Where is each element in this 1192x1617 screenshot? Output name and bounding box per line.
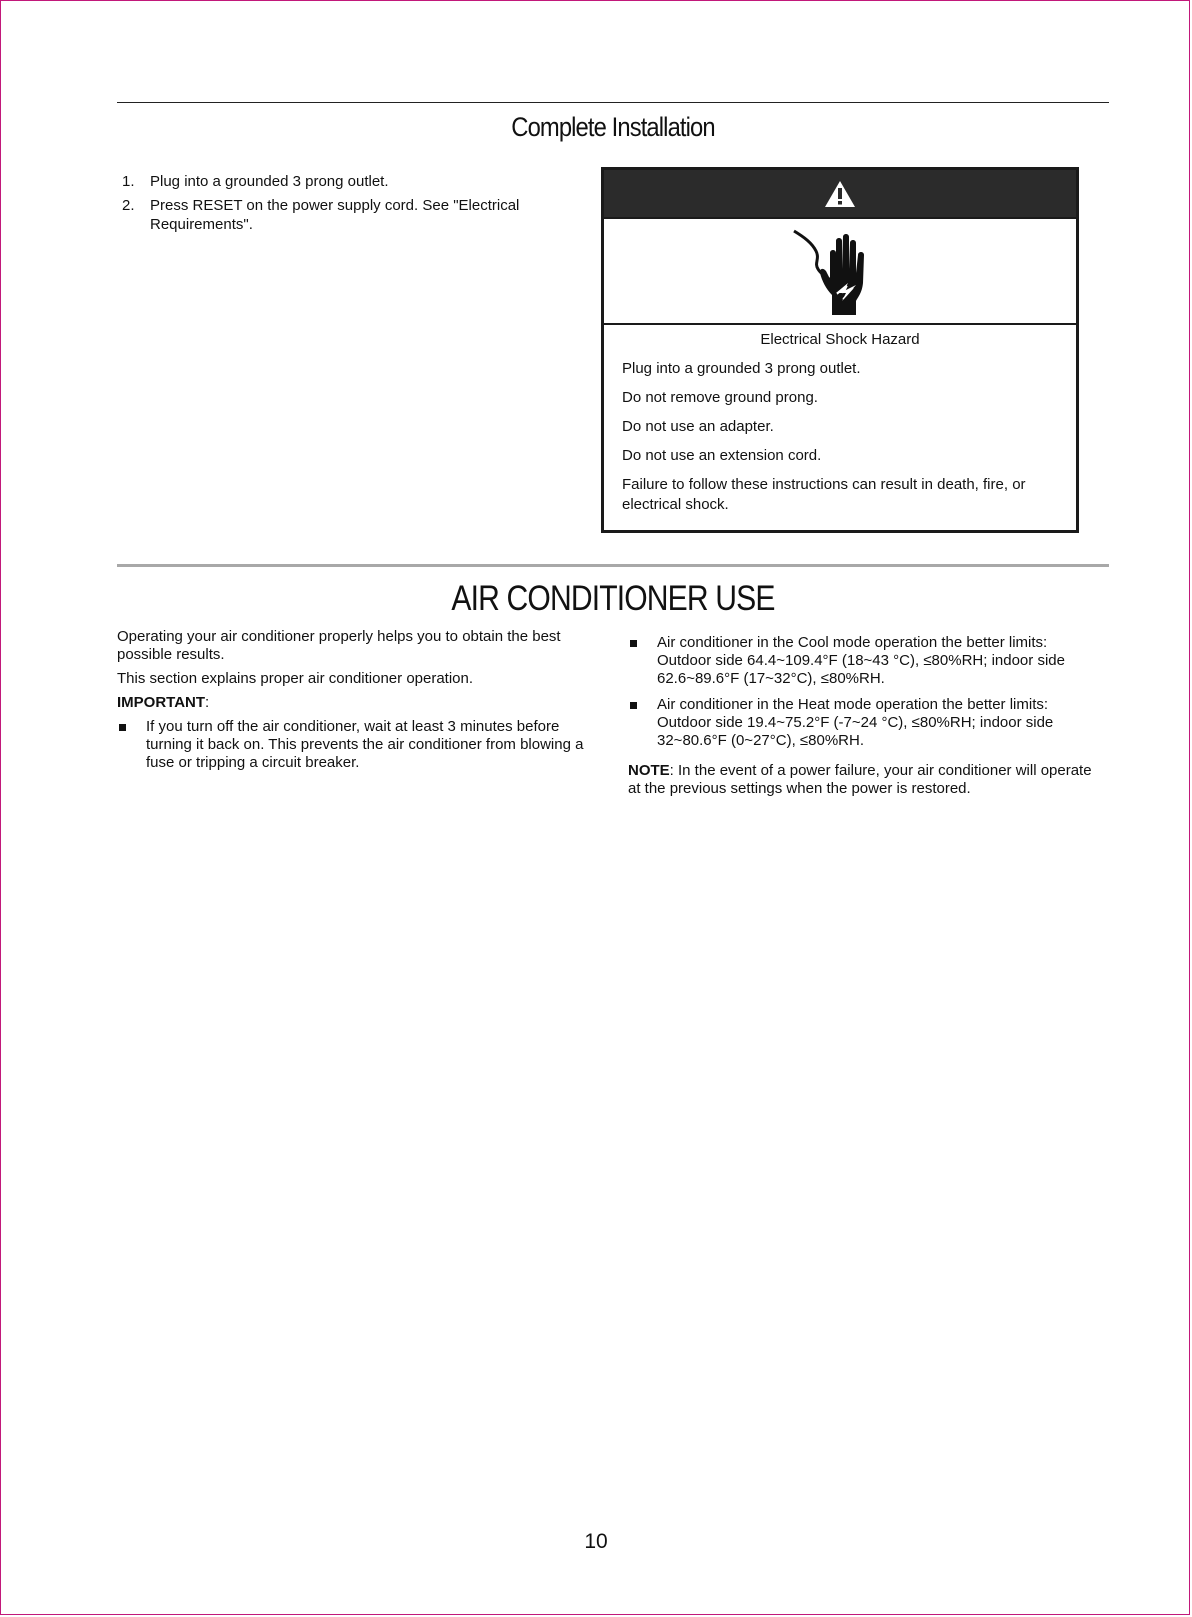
step-number: 1. [122,173,135,190]
important-colon: : [205,694,210,711]
step-text: Plug into a grounded 3 prong outlet. [150,173,389,190]
warning-box [601,167,1079,533]
warning-header-bar [604,170,1076,217]
bullet-item [628,696,1098,750]
bullet-item [117,718,587,772]
section-title-air-conditioner-use: AIR CONDITIONER USE [451,579,775,618]
bullet-item [628,634,1098,688]
bullet-text: Air conditioner in the Cool mode operation the better limits: Outdoor side 64.4~109.4°F (18~43 °C), ≤80%RH; indoor side 62.6~89.6°F (17~32°C), ≤80%RH. [657,634,1065,687]
note-paragraph [628,762,1098,798]
warning-triangle-icon [824,180,856,208]
step-number: 2. [122,197,135,214]
top-divider [117,102,1109,103]
installation-step [117,172,587,191]
step-text: Press RESET on the power supply cord. See "Electrical Requirements". [150,197,520,233]
section-divider [117,564,1109,567]
important-label: IMPORTANT [117,694,206,711]
warning-line: Do not remove ground prong. [622,389,818,406]
installation-steps-list [117,172,587,239]
note-label: NOTE [628,762,670,779]
installation-step [117,196,587,234]
left-column [117,628,587,780]
electrical-shock-hand-icon [790,225,876,317]
bullet-square-icon [630,640,637,647]
bullet-text: Air conditioner in the Heat mode operation the better limits: Outdoor side 19.4~75.2°F (-7~24 °C), ≤80%RH; indoor side 32~80.6°F (0~27°C), ≤80%RH. [657,696,1054,749]
intro-paragraph: Operating your air conditioner properly helps you to obtain the best possible results. [117,628,561,663]
bullet-square-icon [630,702,637,709]
important-heading [117,694,587,712]
bullet-square-icon [119,724,126,731]
intro-paragraph: This section explains proper air conditioner operation. [117,670,474,687]
page-number: 10 [584,1530,608,1553]
warning-line: Failure to follow these instructions can result in death, fire, or electrical shock. [622,476,1026,513]
note-text: : In the event of a power failure, your air conditioner will operate at the previous settings when the power is restored. [628,762,1092,797]
section-title-complete-installation: Complete Installation [511,112,715,142]
warning-pictogram-panel [604,217,1076,325]
warning-line: Do not use an extension cord. [622,447,822,464]
warning-line: Do not use an adapter. [622,418,774,435]
warning-title: Electrical Shock Hazard [760,331,920,348]
right-column [628,634,1098,804]
bullet-text: If you turn off the air conditioner, wait at least 3 minutes before turning it back on. This prevents the air conditioner from blowing a fuse or tripping a circuit breaker. [146,718,584,771]
warning-line: Plug into a grounded 3 prong outlet. [622,360,861,377]
warning-text-body [604,323,1076,524]
